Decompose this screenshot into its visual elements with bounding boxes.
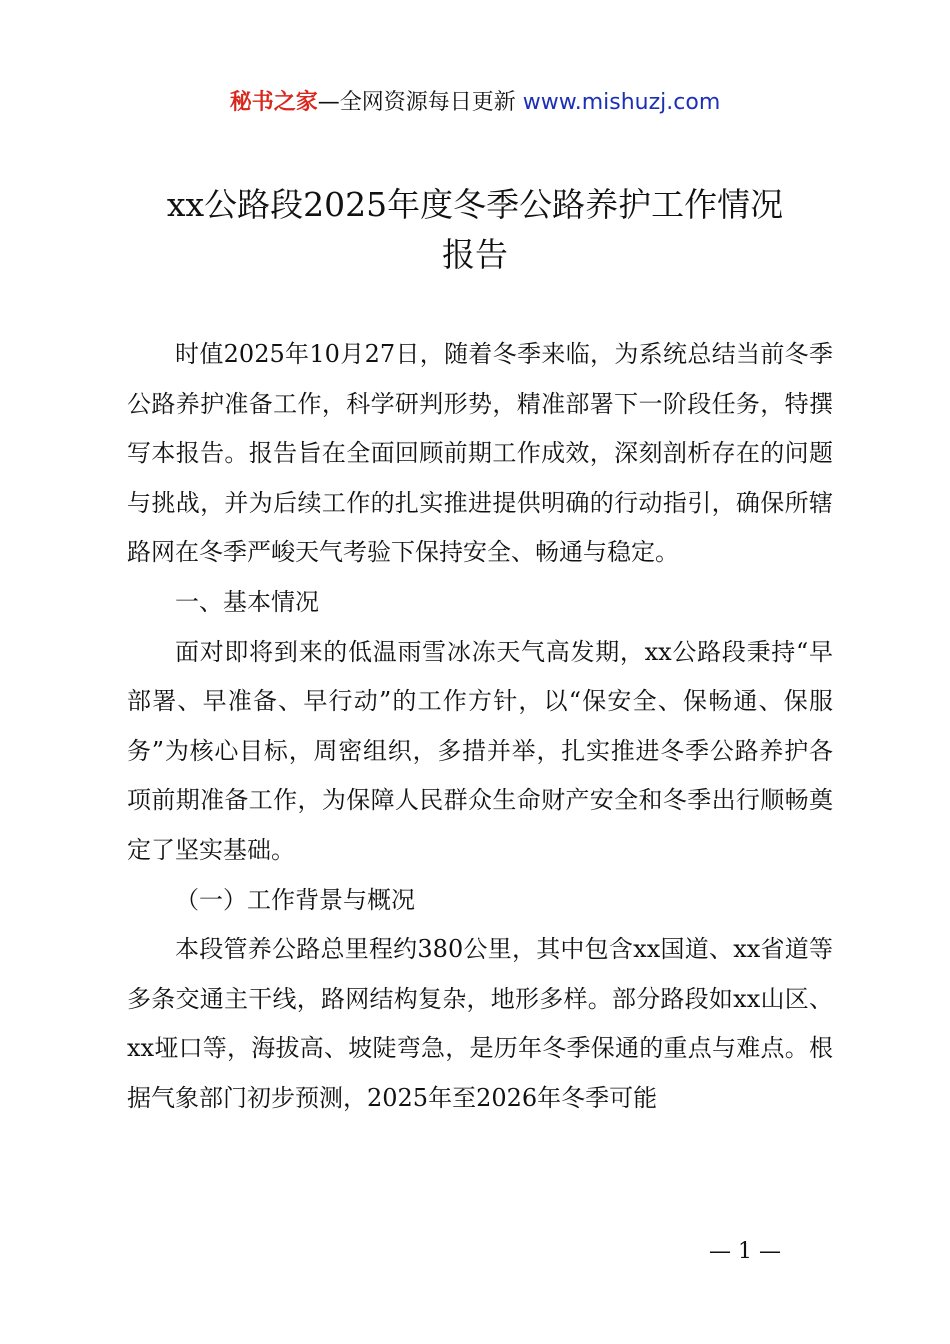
- document-body: [127, 330, 833, 1124]
- site-header: [0, 88, 950, 118]
- section-paragraph: 面对即将到来的低温雨雪冰冻天气高发期，xx公路段秉持“早部署、早准备、早行动”的工作方针，以“保安全、保畅通、保服务”为核心目标，周密组织，多措并举，扎实推进冬季公路养护各项前期准备工作，为保障人民群众生命财产安全和冬季出行顺畅奠定了坚实基础。: [127, 637, 833, 864]
- page-number: — 1 —: [709, 1239, 781, 1264]
- intro-paragraph: 时值2025年10月27日，随着冬季来临，为系统总结当前冬季公路养护准备工作，科学研判形势，精准部署下一阶段任务，特撰写本报告。报告旨在全面回顾前期工作成效，深刻剖析存在的问题与挑战，并为后续工作的扎实推进提供明确的行动指引，确保所辖路网在冬季严峻天气考验下保持安全、畅通与稳定。: [127, 340, 833, 567]
- document-title: [110, 180, 840, 280]
- section-heading-basic-situation: 一、基本情况: [175, 587, 319, 616]
- site-url-link[interactable]: www.mishuzj.com: [522, 90, 721, 115]
- header-tagline: —全网资源每日更新: [317, 90, 516, 115]
- subsection-paragraph: 本段管养公路总里程约380公里，其中包含xx国道、xx省道等多条交通主干线，路网结构复杂，地形多样。部分路段如xx山区、xx垭口等，海拔高、坡陡弯急，是历年冬季保通的重点与难点。根据气象部门初步预测，2025年至2026年冬季可能: [127, 935, 833, 1112]
- title-line-2: 报告: [442, 235, 508, 274]
- subsection-heading-background: （一）工作背景与概况: [175, 885, 415, 914]
- title-line-1: xx公路段2025年度冬季公路养护工作情况: [166, 185, 784, 224]
- brand-name: 秘书之家: [229, 90, 318, 115]
